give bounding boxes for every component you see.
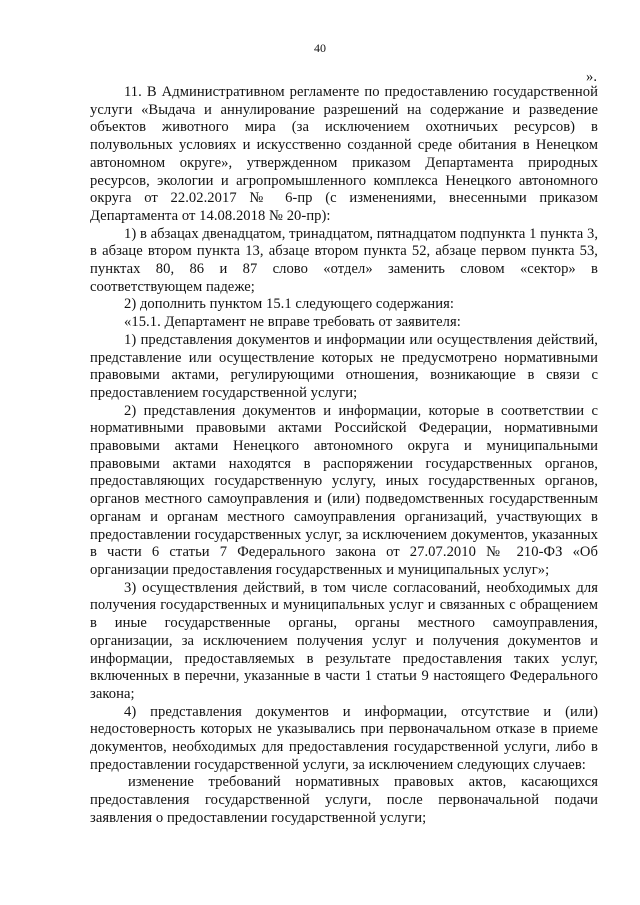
paragraph-item-1: 1) в абзацах двенадцатом, тринадцатом, пятнадцатом подпункта 1 пункта 3, в абзаце втором пункта 13, абзаце втором пункта 52, абзаце первом пункта 53, пунктах 80, 86 и 87 слово «отдел» заменить словом «сектор» в соответствующем падеже; bbox=[90, 225, 599, 295]
paragraph-subitem-1: 1) представления документов и информации или осуществления действий, представление или осуществление которых не предусмотрено нормативными правовыми актами, регулирующими отношения, возникающие в связи с предоставлением государственной услуги; bbox=[90, 331, 598, 401]
paragraph-clause-15-1: «15.1. Департамент не вправе требовать от заявителя: bbox=[124, 314, 461, 331]
paragraph-item-2: 2) дополнить пунктом 15.1 следующего содержания: bbox=[124, 296, 454, 313]
document-body bbox=[90, 84, 598, 828]
paragraph-exception-case: изменение требований нормативных правовых актов, касающихся предоставления государственной услуги, после первоначальной подачи заявления о предоставлении государственной услуги; bbox=[90, 774, 598, 826]
paragraph-subitem-2: 2) представления документов и информации, которые в соответствии с нормативными правовыми актами Российской Федерации, нормативными правовыми актами Ненецкого автономного округа и муниципальными правовыми актами находятся в распоряжении государственных органов, предоставляющих государственную услугу, иных государственных органов, органов местного самоуправления и (или) подведомственных государственным органам и органам местного самоуправления организаций, участвующих в предоставлении государственных услуг, за исключением документов, указанных в части 6 статьи 7 Федерального закона от 27.07.2010 № 210-ФЗ «Об организации предоставления государственных и муниципальных услуг»; bbox=[90, 402, 598, 578]
closing-quote: ». bbox=[586, 69, 597, 85]
page-number: 40 bbox=[314, 41, 326, 55]
paragraph-subitem-4: 4) представления документов и информации, отсутствие и (или) недостоверность которых не указывались при первоначальном отказе в приеме документов, необходимых для предоставления государственной услуги, либо в предоставлении государственной услуги, за исключением следующих случаев: bbox=[90, 703, 598, 773]
paragraph-amendment-11: 11. В Административном регламенте по предоставлению государственной услуги «Выдача и аннулирование разрешений на содержание и разведение объектов животного мира (за исключением охотничьих ресурсов) в полувольных условиях и искусственно созданной среде обитания в Ненецком автономном округе», утвержденном приказом Департамента природных ресурсов, экологии и агропромышленного комплекса Ненецкого автономного округа от 22.02.2017 № 6-пр (с изменениями, внесенными приказом Департамента от 14.08.2018 № 20-пр): bbox=[90, 84, 598, 224]
paragraph-subitem-3: 3) осуществления действий, в том числе согласований, необходимых для получения государственных и муниципальных услуг и связанных с обращением в иные государственные органы, органы местного самоуправления, организации, за исключением получения услуг и получения документов и информации, предоставляемых в результате предоставления таких услуг, включенных в перечни, указанные в части 1 статьи 9 настоящего Федерального закона; bbox=[90, 579, 598, 702]
